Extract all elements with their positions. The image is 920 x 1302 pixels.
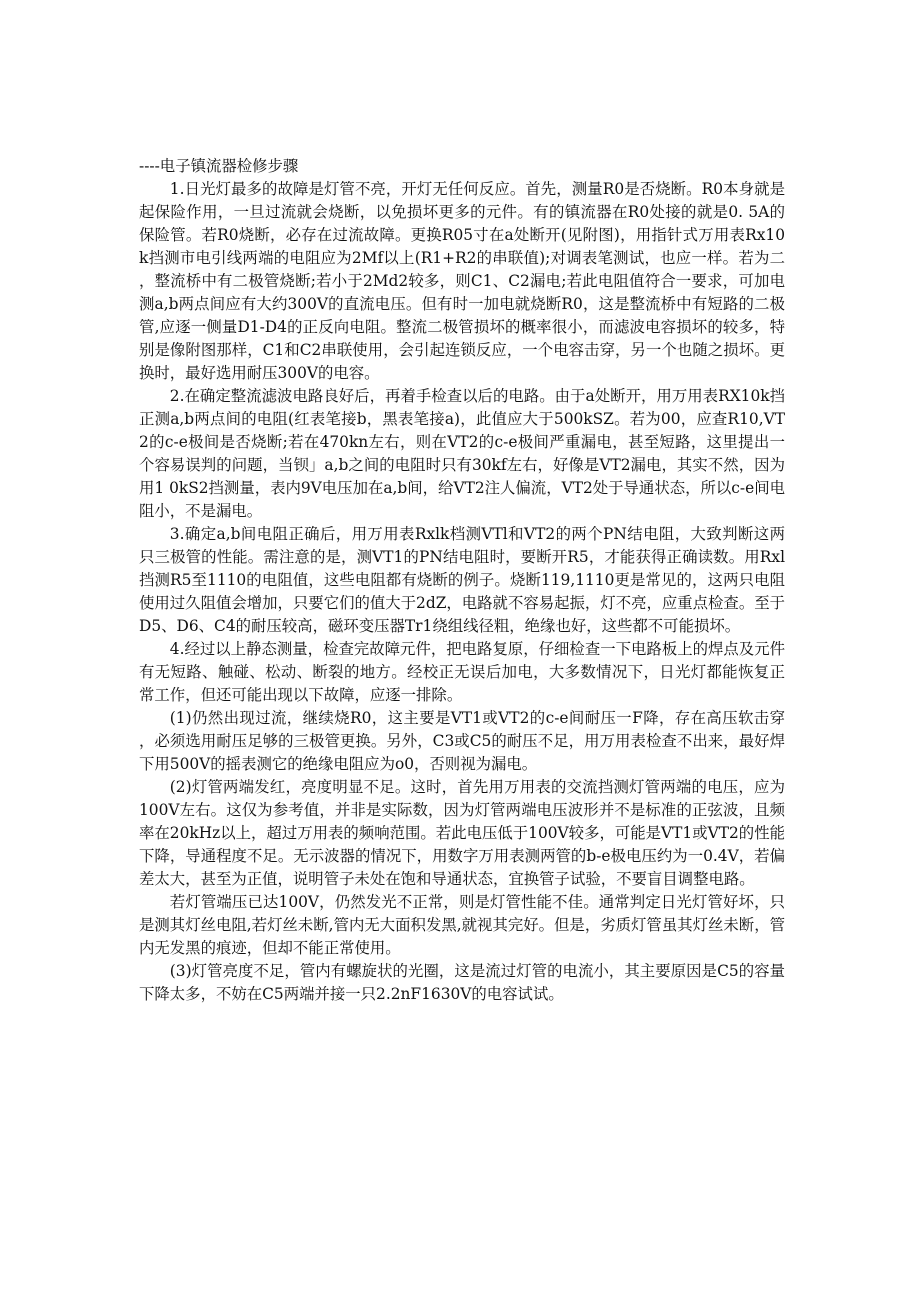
- paragraph-7: 若灯管端压已达100V，仍然发光不正常，则是灯管性能不佳。通常判定日光灯管好坏，只是测其灯丝电阻,若灯丝未断,管内无大面积发黑,就视其完好。但是，劣质灯管虽其灯丝未断，管内无发黑的痕迹，但却不能正常使用。: [139, 893, 785, 957]
- document-title: ----电子镇流器检修步骤: [139, 157, 299, 175]
- paragraph-2: 2.在确定整流滤波电路良好后，再着手检查以后的电路。由于a处断开，用万用表RX10k挡正测a,b两点间的电阻(红表笔接b，黑表笔接a)，此值应大于500kSZ。若为00，应查R10,VT2的c-e极间是否烧断;若在470kn左右，则在VT2的c-e极间严重漏电，甚至短路，这里提出一个容易误判的问题，当钡」a,b之间的电阻时只有30kf左右，好像是VT2漏电，其实不然，因为用1 0kS2挡测量，表内9V电压加在a,b间，给VT2注人偏流，VT2处于导通状态，所以c-e间电阻小，不是漏电。: [139, 387, 785, 520]
- paragraph-5: (1)仍然出现过流，继续烧R0，这主要是VT1或VT2的c-e间耐压一F降，存在高压软击穿，必须选用耐压足够的三极管更换。另外，C3或C5的耐压不足，用万用表检查不出来，最好焊下用500V的摇表测它的绝缘电阻应为o0，否则视为漏电。: [139, 709, 785, 773]
- document-body: [139, 155, 785, 1006]
- paragraph-4: 4.经过以上静态测量，检查完故障元件，把电路复原，仔细检查一下电路板上的焊点及元件有无短路、触碰、松动、断裂的地方。经校正无误后加电，大多数情况下，日光灯都能恢复正常工作，但还可能出现以下故障，应逐一排除。: [139, 640, 785, 704]
- paragraph-8: (3)灯管亮度不足，管内有螺旋状的光圈，这是流过灯管的电流小，其主要原因是C5的容量下降太多，不妨在C5两端并接一只2.2nF1630V的电容试试。: [139, 962, 785, 1003]
- paragraph-3: 3.确定a,b间电阻正确后，用万用表Rxlk档测VTl和VT2的两个PN结电阻，大致判断这两只三极管的性能。需注意的是，测VT1的PN结电阻时，要断开R5，才能获得正确读数。用Rxl挡测R5至1110的电阻值，这些电阻都有烧断的例子。烧断119,1110更是常见的，这两只电阻使用过久阻值会增加，只要它们的值大于2dZ，电路就不容易起振，灯不亮，应重点检查。至于D5、D6、C4的耐压较高，磁环变压器Tr1绕组线径粗，绝缘也好，这些都不可能损坏。: [139, 525, 785, 635]
- paragraph-6: (2)灯管两端发红，亮度明显不足。这时，首先用万用表的交流挡测灯管两端的电压，应为100V左右。这仅为参考值，并非是实际数，因为灯管两端电压波形并不是标准的正弦波，且频率在20kHz以上，超过万用表的频响范围。若此电压低于100V较多，可能是VT1或VT2的性能下降，导通程度不足。无示波器的情况下，用数字万用表测两管的b-e极电压约为一0.4V，若偏差太大，甚至为正值，说明管子未处在饱和导通状态，宜换管子试验，不要盲目调整电路。: [139, 778, 785, 888]
- paragraph-1: 1.日光灯最多的故障是灯管不亮，开灯无任何反应。首先，测量R0是否烧断。R0本身就是起保险作用，一旦过流就会烧断，以免损坏更多的元件。有的镇流器在R0处接的就是0. 5A的保险管。若R0烧断，必存在过流故障。更换R05寸在a处断开(见附图)，用指针式万用表Rx10k挡测市电引线两端的电阻应为2Mf以上(R1+R2的串联值);对调表笔测试，也应一样。若为二，整流桥中有二极管烧断;若小于2Md2较多，则C1、C2漏电;若此电阻值符合一要求，可加电测a,b两点间应有大约300V的直流电压。但有时一加电就烧断R0，这是整流桥中有短路的二极管,应逐一侧量D1-D4的正反向电阻。整流二极管损坏的概率很小，而滤波电容损坏的较多，特别是像附图那样，C1和C2串联使用，会引起连锁反应，一个电容击穿，另一个也随之损坏。更换时，最好选用耐压300V的电容。: [139, 180, 785, 382]
